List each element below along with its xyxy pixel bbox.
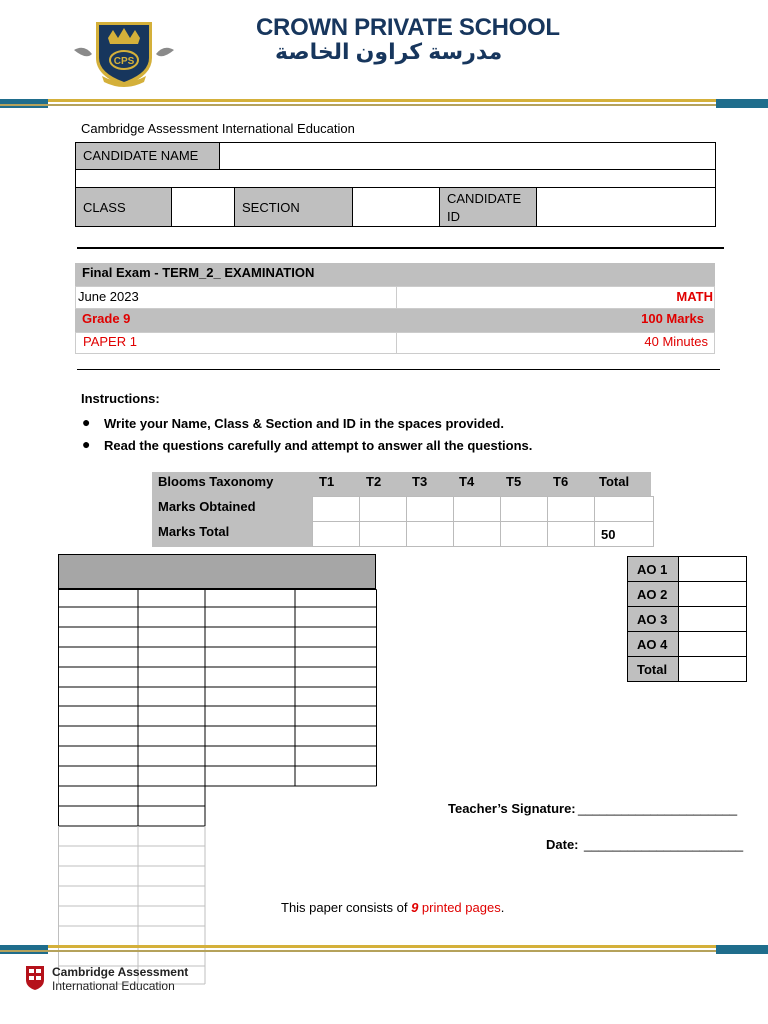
ao-score-field[interactable] (679, 557, 747, 582)
blooms-row-obtained-label: Marks Obtained (158, 499, 256, 514)
exam-paper-row (75, 332, 715, 354)
blooms-cell[interactable] (548, 497, 595, 522)
ao-score-field[interactable] (679, 607, 747, 632)
header-band-line (0, 104, 768, 106)
class-field[interactable] (171, 187, 235, 227)
blooms-cell[interactable] (501, 522, 548, 547)
pages-note (281, 900, 504, 915)
cambridge-shield-icon (26, 966, 44, 990)
exam-date-row (75, 286, 715, 309)
ao-table (627, 556, 747, 682)
date-label: Date: (546, 837, 579, 852)
footer-band-gold (48, 945, 716, 948)
divider-1 (77, 247, 724, 249)
header-band-right (716, 99, 768, 108)
marks-grid (58, 589, 378, 994)
blooms-header-t4: T4 (459, 474, 475, 489)
exam-title: Final Exam - TERM_2_ EXAMINATION (82, 265, 315, 280)
instruction-item-2: Read the questions carefully and attempt to answer all the questions. (104, 438, 533, 453)
blooms-header-t1: T1 (319, 474, 335, 489)
blooms-obtained-total[interactable] (595, 497, 654, 522)
school-logo (68, 14, 180, 88)
ao-score-field[interactable] (679, 632, 747, 657)
ao-label: AO 3 (628, 607, 679, 632)
blooms-row-total-label: Marks Total (158, 524, 230, 539)
ao-label: AO 1 (628, 557, 679, 582)
logo-text: CPS (113, 56, 135, 67)
blooms-cell[interactable] (313, 522, 360, 547)
divider-2 (77, 369, 720, 370)
blooms-cell[interactable] (407, 522, 454, 547)
exam-paper: PAPER 1 (83, 334, 137, 349)
candidate-id-label-line1: CANDIDATE (447, 191, 522, 206)
pages-count: 9 (411, 900, 419, 915)
blooms-header-label: Blooms Taxonomy (158, 474, 274, 489)
blooms-cell[interactable] (360, 522, 407, 547)
ao-label: AO 4 (628, 632, 679, 657)
candidate-id-label-line2: ID (447, 209, 460, 224)
blooms-header-row (152, 472, 651, 496)
exam-duration: 40 Minutes (644, 334, 708, 349)
blooms-row-label-cell (152, 496, 312, 547)
school-name-en: CROWN PRIVATE SCHOOL (256, 14, 560, 41)
footer-band-line (0, 950, 768, 952)
exam-date: June 2023 (78, 289, 139, 304)
header-band-gold (48, 99, 716, 102)
crest-icon (68, 14, 180, 88)
exam-grade: Grade 9 (82, 311, 131, 326)
ao-label: AO 2 (628, 582, 679, 607)
instruction-item-1: Write your Name, Class & Section and ID in the spaces provided. (104, 416, 504, 431)
teacher-signature-label: Teacher’s Signature: (448, 801, 576, 816)
cambridge-line-2: International Education (52, 979, 175, 993)
section-label-text: SECTION (242, 200, 300, 215)
blooms-cell[interactable] (360, 497, 407, 522)
blooms-cell[interactable] (407, 497, 454, 522)
candidate-spacer-row (75, 169, 716, 188)
marks-grid-header (58, 554, 376, 589)
board-name: Cambridge Assessment International Education (81, 121, 355, 136)
pages-end: . (500, 900, 505, 915)
blooms-header-t3: T3 (412, 474, 428, 489)
blooms-cell[interactable] (501, 497, 548, 522)
class-label-text: CLASS (83, 200, 126, 215)
teacher-signature-line[interactable]: ______________________ (578, 801, 738, 816)
ao-total-field[interactable] (679, 657, 747, 682)
blooms-cell[interactable] (313, 497, 360, 522)
blooms-header-total: Total (599, 474, 630, 489)
candidate-name-field[interactable] (219, 142, 716, 170)
blooms-header-t6: T6 (553, 474, 569, 489)
blooms-marks-total: 50 (595, 522, 654, 547)
blooms-cell[interactable] (548, 522, 595, 547)
ao-score-field[interactable] (679, 582, 747, 607)
pages-prefix: This paper consists of (281, 900, 412, 915)
pages-suffix: printed pages (418, 900, 501, 915)
date-line[interactable]: ______________________ (584, 837, 744, 852)
blooms-cell[interactable] (454, 522, 501, 547)
bullet-icon: ● (82, 414, 91, 430)
blooms-cell[interactable] (454, 497, 501, 522)
blooms-header-t2: T2 (366, 474, 382, 489)
exam-grade-row (75, 309, 715, 332)
exam-title-row (75, 263, 715, 286)
section-field[interactable] (352, 187, 440, 227)
blooms-score-grid (312, 496, 654, 547)
school-name-ar: مدرسة كراون الخاصة (275, 39, 503, 64)
instructions-heading: Instructions: (81, 391, 160, 406)
exam-subject: MATH (676, 289, 713, 304)
marks-grid-lines (58, 589, 378, 989)
cambridge-line-1: Cambridge Assessment (52, 965, 189, 979)
bullet-icon: ● (82, 436, 91, 452)
candidate-id-label (439, 187, 537, 227)
section-label (234, 187, 353, 227)
footer-band-right (716, 945, 768, 954)
exam-marks: 100 Marks (641, 311, 704, 326)
candidate-name-label-text: CANDIDATE NAME (83, 148, 199, 163)
class-label (75, 187, 172, 227)
candidate-id-field[interactable] (536, 187, 716, 227)
candidate-name-label (75, 142, 220, 170)
blooms-header-t5: T5 (506, 474, 522, 489)
ao-total-label: Total (628, 657, 679, 682)
